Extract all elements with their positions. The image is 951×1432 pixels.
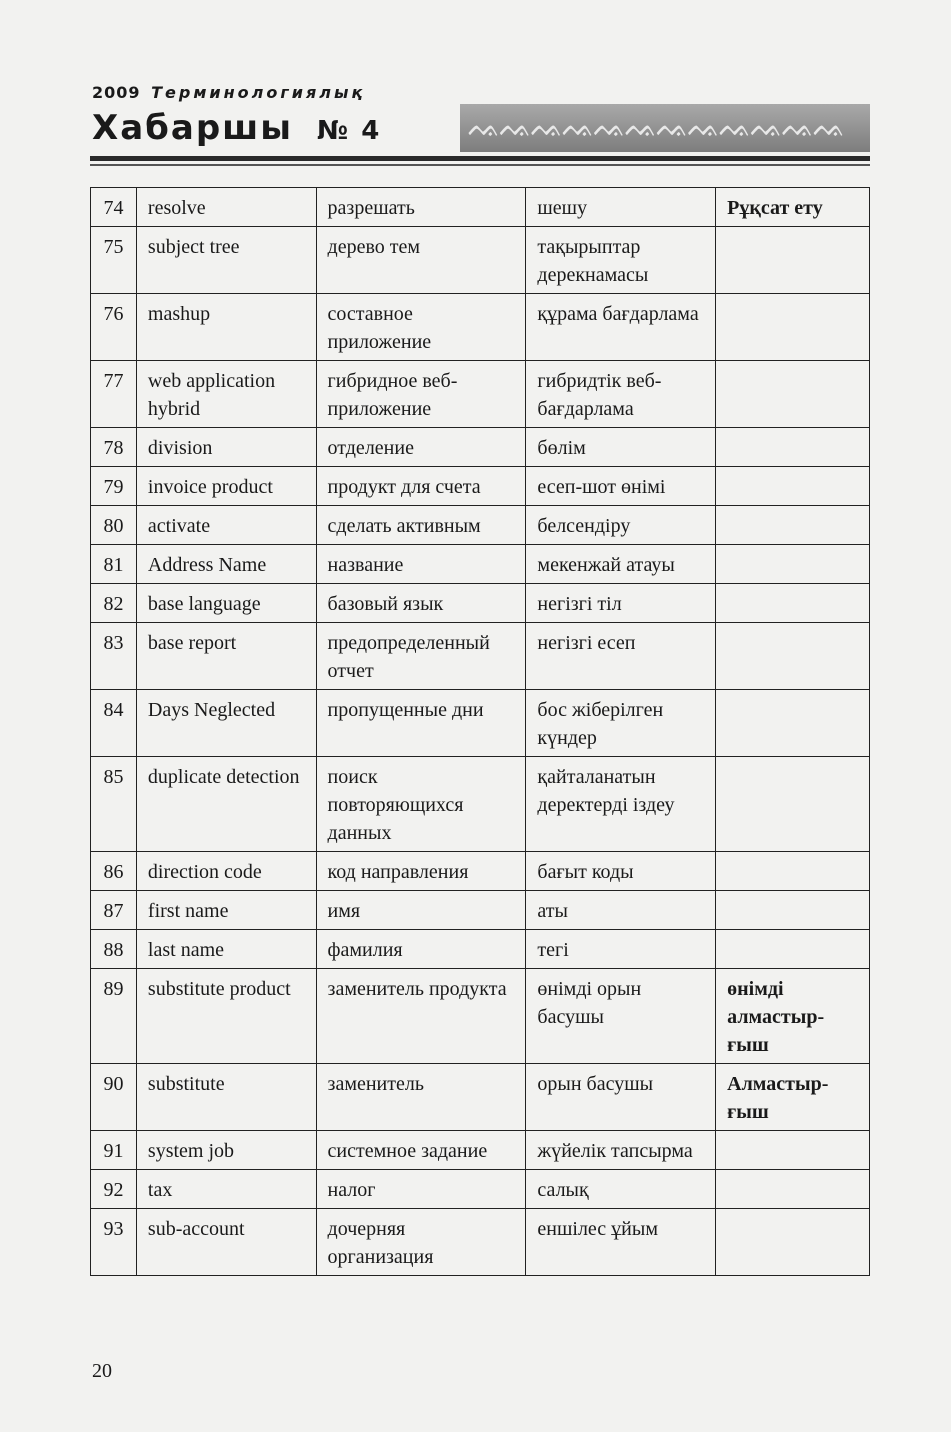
table-row	[91, 188, 870, 227]
term-english-cell: substitute	[136, 1064, 316, 1131]
term-note-cell	[716, 227, 870, 294]
term-russian-cell: код направления	[316, 852, 526, 891]
term-english-cell: invoice product	[136, 467, 316, 506]
terminology-table	[90, 187, 870, 1276]
term-kazakh-cell: өнімді орын басушы	[526, 969, 716, 1064]
term-number-cell: 91	[91, 1131, 137, 1170]
header-rule-thick	[90, 156, 870, 161]
table-row	[91, 690, 870, 757]
term-english-cell: system job	[136, 1131, 316, 1170]
term-english-cell: last name	[136, 930, 316, 969]
term-russian-cell: продукт для счета	[316, 467, 526, 506]
term-russian-cell: дочерняя организация	[316, 1209, 526, 1276]
term-english-cell: tax	[136, 1170, 316, 1209]
term-number-cell: 93	[91, 1209, 137, 1276]
term-russian-cell: налог	[316, 1170, 526, 1209]
term-russian-cell: фамилия	[316, 930, 526, 969]
term-number-cell: 74	[91, 188, 137, 227]
term-number-cell: 84	[91, 690, 137, 757]
term-kazakh-cell: еншілес ұйым	[526, 1209, 716, 1276]
term-english-cell: activate	[136, 506, 316, 545]
term-russian-cell: имя	[316, 891, 526, 930]
journal-header-top	[92, 83, 365, 102]
term-russian-cell: название	[316, 545, 526, 584]
header-rule-thin	[90, 164, 870, 166]
term-russian-cell: разрешать	[316, 188, 526, 227]
table-row	[91, 361, 870, 428]
term-english-cell: base language	[136, 584, 316, 623]
term-note-cell	[716, 757, 870, 852]
term-english-cell: substitute product	[136, 969, 316, 1064]
term-note-cell	[716, 1170, 870, 1209]
term-kazakh-cell: негізгі есеп	[526, 623, 716, 690]
term-number-cell: 88	[91, 930, 137, 969]
term-kazakh-cell: тақырыптар дерекнамасы	[526, 227, 716, 294]
term-note-cell	[716, 545, 870, 584]
table-row	[91, 930, 870, 969]
term-english-cell: direction code	[136, 852, 316, 891]
term-number-cell: 82	[91, 584, 137, 623]
term-number-cell: 75	[91, 227, 137, 294]
term-kazakh-cell: бағыт коды	[526, 852, 716, 891]
term-english-cell: mashup	[136, 294, 316, 361]
term-russian-cell: отделение	[316, 428, 526, 467]
term-kazakh-cell: бөлім	[526, 428, 716, 467]
term-kazakh-cell: бос жіберілген күндер	[526, 690, 716, 757]
term-number-cell: 90	[91, 1064, 137, 1131]
term-number-cell: 76	[91, 294, 137, 361]
term-english-cell: duplicate detection	[136, 757, 316, 852]
term-kazakh-cell: орын басушы	[526, 1064, 716, 1131]
term-note-cell	[716, 1131, 870, 1170]
journal-subtitle: Терминологиялық	[151, 83, 366, 102]
term-kazakh-cell: мекенжай атауы	[526, 545, 716, 584]
term-russian-cell: системное задание	[316, 1131, 526, 1170]
term-russian-cell: пропущенные дни	[316, 690, 526, 757]
table-row	[91, 428, 870, 467]
term-note-cell	[716, 690, 870, 757]
journal-issue: № 4	[316, 116, 382, 146]
table-row	[91, 584, 870, 623]
page-number: 20	[92, 1360, 112, 1382]
term-russian-cell: предопределенный отчет	[316, 623, 526, 690]
term-note-cell: Алмастыр-ғыш	[716, 1064, 870, 1131]
term-kazakh-cell: тегі	[526, 930, 716, 969]
term-english-cell: Address Name	[136, 545, 316, 584]
term-number-cell: 87	[91, 891, 137, 930]
term-number-cell: 86	[91, 852, 137, 891]
table-row	[91, 852, 870, 891]
term-russian-cell: дерево тем	[316, 227, 526, 294]
table-row	[91, 1131, 870, 1170]
term-english-cell: subject tree	[136, 227, 316, 294]
term-number-cell: 79	[91, 467, 137, 506]
term-note-cell	[716, 361, 870, 428]
term-kazakh-cell: гибридтік веб-бағдарлама	[526, 361, 716, 428]
table-row	[91, 891, 870, 930]
journal-title: Хабаршы	[92, 108, 294, 148]
term-english-cell: division	[136, 428, 316, 467]
table-row	[91, 227, 870, 294]
table-row	[91, 1170, 870, 1209]
term-note-cell	[716, 294, 870, 361]
journal-year: 2009	[92, 83, 141, 102]
ornament-pattern: ᨕᨕᨕᨕᨕᨕᨕᨕᨕᨕᨕᨕ	[468, 110, 845, 143]
term-number-cell: 92	[91, 1170, 137, 1209]
term-english-cell: base report	[136, 623, 316, 690]
term-note-cell	[716, 584, 870, 623]
term-kazakh-cell: құрама бағдарлама	[526, 294, 716, 361]
term-note-cell	[716, 1209, 870, 1276]
term-kazakh-cell: белсендіру	[526, 506, 716, 545]
term-note-cell	[716, 506, 870, 545]
term-russian-cell: заменитель	[316, 1064, 526, 1131]
term-note-cell	[716, 467, 870, 506]
term-kazakh-cell: аты	[526, 891, 716, 930]
term-russian-cell: поиск повторяющихся данных	[316, 757, 526, 852]
term-kazakh-cell: есеп-шот өнімі	[526, 467, 716, 506]
term-note-cell	[716, 852, 870, 891]
term-note-cell	[716, 930, 870, 969]
table-row	[91, 1209, 870, 1276]
term-note-cell	[716, 428, 870, 467]
table-row	[91, 969, 870, 1064]
table-row	[91, 623, 870, 690]
ornament-band	[460, 104, 870, 152]
term-note-cell: өнімді алмастыр-ғыш	[716, 969, 870, 1064]
table-row	[91, 467, 870, 506]
term-number-cell: 89	[91, 969, 137, 1064]
term-russian-cell: базовый язык	[316, 584, 526, 623]
terminology-table-body	[91, 188, 870, 1276]
term-number-cell: 80	[91, 506, 137, 545]
term-english-cell: web application hybrid	[136, 361, 316, 428]
term-number-cell: 77	[91, 361, 137, 428]
term-russian-cell: гибридное веб-приложение	[316, 361, 526, 428]
table-row	[91, 294, 870, 361]
journal-title-block	[92, 108, 381, 148]
term-kazakh-cell: жүйелік тапсырма	[526, 1131, 716, 1170]
term-kazakh-cell: қайталанатын деректерді іздеу	[526, 757, 716, 852]
table-row	[91, 506, 870, 545]
term-russian-cell: составное приложение	[316, 294, 526, 361]
term-number-cell: 83	[91, 623, 137, 690]
term-english-cell: sub-account	[136, 1209, 316, 1276]
term-number-cell: 78	[91, 428, 137, 467]
term-note-cell	[716, 891, 870, 930]
table-row	[91, 545, 870, 584]
table-row	[91, 1064, 870, 1131]
term-kazakh-cell: салық	[526, 1170, 716, 1209]
term-english-cell: first name	[136, 891, 316, 930]
table-row	[91, 757, 870, 852]
term-kazakh-cell: негізгі тіл	[526, 584, 716, 623]
term-kazakh-cell: шешу	[526, 188, 716, 227]
term-russian-cell: сделать активным	[316, 506, 526, 545]
term-number-cell: 81	[91, 545, 137, 584]
term-english-cell: resolve	[136, 188, 316, 227]
term-note-cell: Рұқсат ету	[716, 188, 870, 227]
term-number-cell: 85	[91, 757, 137, 852]
term-note-cell	[716, 623, 870, 690]
term-russian-cell: заменитель продукта	[316, 969, 526, 1064]
term-english-cell: Days Neglected	[136, 690, 316, 757]
